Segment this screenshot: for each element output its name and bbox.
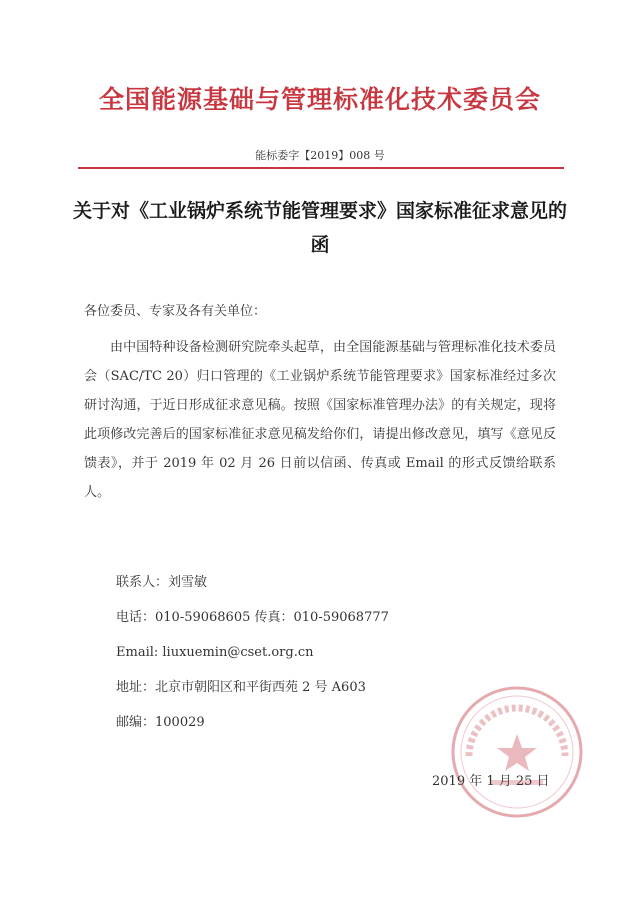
contact-phone-fax: 电话：010-59068605 传真：010-59068777 (116, 610, 389, 625)
contact-person: 联系人：刘雪敏 (116, 575, 208, 590)
official-seal-stamp (447, 682, 587, 822)
contact-postcode: 邮编：100029 (116, 715, 205, 730)
contact-address: 地址：北京市朝阳区和平街西苑 2 号 A603 (116, 680, 366, 695)
contact-block (116, 565, 389, 740)
letter-title: 关于对《工业锅炉系统节能管理要求》国家标准征求意见的函 (72, 200, 567, 256)
letter-body: 由中国特种设备检测研究院牵头起草，由全国能源基础与管理标准化技术委员会（SAC/TC 20）归口管理的《工业锅炉系统节能管理要求》国家标准经过多次研讨沟通，于近日形成征求意见稿。按照《国家标准管理办法》的有关规定，现将此项修改完善后的国家标准征求意见稿发给你们，请提出修改意见，填写《意见反馈表》，并于 2019 年 02 月 26 日前以信函、传真或 Email 的形式反馈给联系人。 (84, 340, 556, 500)
signature-date: 2019 年 1 月 25 日 (432, 774, 550, 789)
header-divider (78, 167, 564, 169)
contact-email: Email: liuxuemin@cset.org.cn (116, 645, 314, 660)
document-number: 能标委字【2019】008 号 (255, 149, 385, 162)
salutation: 各位委员、专家及各有关单位： (84, 304, 267, 319)
org-header-title: 全国能源基础与管理标准化技术委员会 (98, 85, 541, 114)
